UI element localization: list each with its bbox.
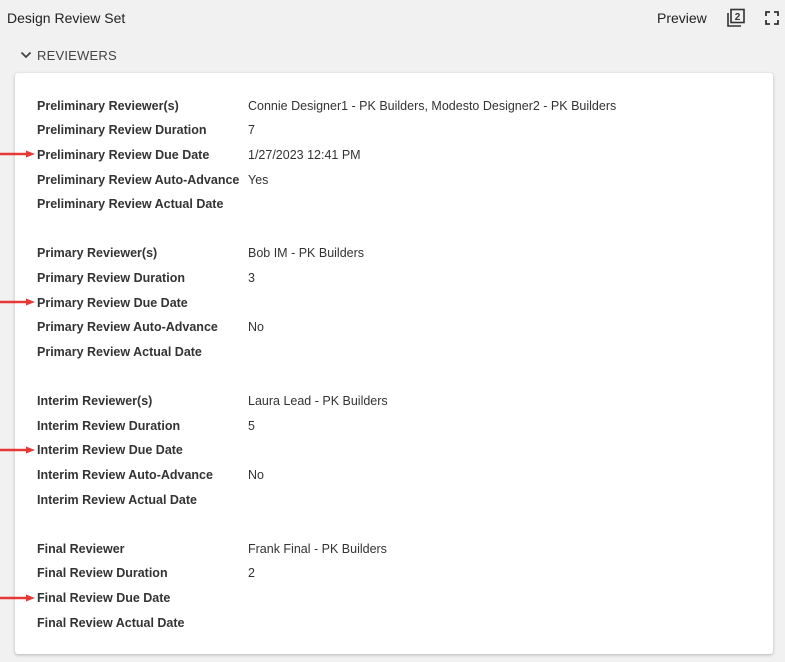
field-row [37,121,757,139]
page-title: Design Review Set [7,10,126,26]
field-label: Final Review Duration [37,566,168,580]
field-label: Interim Reviewer(s) [37,394,153,408]
field-value: No [248,468,264,482]
badge-count: 2 [734,12,741,23]
field-label: Interim Review Auto-Advance [37,468,213,482]
field-value: Laura Lead - PK Builders [248,394,388,408]
field-label: Interim Review Actual Date [37,493,198,507]
field-label: Primary Review Actual Date [37,345,202,359]
field-value: 1/27/2023 12:41 PM [248,148,361,162]
field-row [37,318,757,336]
field-row [37,441,757,459]
annotation-arrow-icon [0,150,36,158]
field-row [37,171,757,189]
field-label: Interim Review Due Date [37,443,183,457]
field-label: Primary Review Duration [37,271,185,285]
field-row [37,146,757,164]
field-row [37,540,757,558]
field-row [37,564,757,582]
annotation-arrow-icon [0,298,36,306]
field-label: Primary Review Auto-Advance [37,320,218,334]
field-row [37,417,757,435]
field-value: Frank Final - PK Builders [248,542,387,556]
field-row [37,466,757,484]
field-label: Final Reviewer [37,542,125,556]
field-value: Bob IM - PK Builders [248,246,365,260]
field-row [37,294,757,312]
field-label: Preliminary Review Actual Date [37,197,224,211]
field-label: Primary Reviewer(s) [37,246,158,260]
annotation-arrow-icon [0,446,36,454]
field-row [37,392,757,410]
field-value: 2 [248,566,255,580]
field-row [37,244,757,262]
field-value: 7 [248,123,255,137]
chevron-down-icon [19,48,33,62]
field-label: Interim Review Duration [37,419,181,433]
field-label: Preliminary Review Due Date [37,148,210,162]
field-row [37,269,757,287]
filter-count-icon[interactable] [726,8,746,28]
panel-header [0,0,785,36]
field-row [37,491,757,509]
field-label: Preliminary Review Duration [37,123,207,137]
preview-button[interactable]: Preview [657,10,707,26]
field-value: Yes [248,173,269,187]
field-value: 5 [248,419,255,433]
field-row [37,195,757,213]
field-label: Preliminary Reviewer(s) [37,99,179,113]
field-value: 3 [248,271,255,285]
field-label: Preliminary Review Auto-Advance [37,173,240,187]
field-label: Final Review Actual Date [37,616,185,630]
annotation-arrow-icon [0,594,36,602]
field-row [37,614,757,632]
field-value: No [248,320,264,334]
field-label: Primary Review Due Date [37,296,188,310]
reviewers-card [15,73,773,654]
field-value: Connie Designer1 - PK Builders, Modesto Designer2 - PK Builders [248,99,617,113]
section-label: REVIEWERS [37,47,117,63]
fullscreen-icon[interactable] [762,8,782,28]
field-row [37,343,757,361]
reviewers-section-toggle[interactable] [19,46,117,64]
field-row [37,589,757,607]
field-row [37,97,757,115]
field-label: Final Review Due Date [37,591,171,605]
